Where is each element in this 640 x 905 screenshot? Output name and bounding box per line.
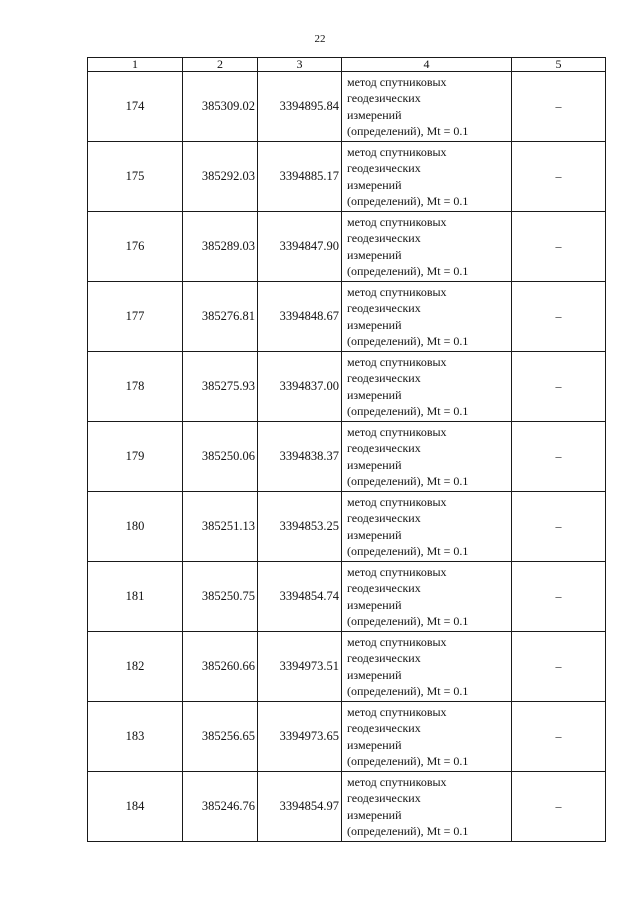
x-coordinate-cell: 385289.03 <box>183 212 258 282</box>
method-text-line: (определений), Mt = 0.1 <box>347 404 469 418</box>
method-text-line: метод спутниковых <box>347 704 447 719</box>
x-coordinate-cell: 385276.81 <box>183 282 258 352</box>
method-text-line: (определений), Mt = 0.1 <box>347 544 469 558</box>
x-coordinate-cell: 385251.13 <box>183 492 258 562</box>
x-coordinate-cell: 385309.02 <box>183 72 258 142</box>
note-cell: – <box>512 422 606 492</box>
point-number-cell: 181 <box>88 562 183 632</box>
method-text-line: (определений), Mt = 0.1 <box>347 334 469 348</box>
y-coordinate-cell: 3394854.97 <box>258 772 342 842</box>
y-coordinate-cell: 3394837.00 <box>258 352 342 422</box>
x-coordinate-cell: 385250.75 <box>183 562 258 632</box>
method-text-line: (определений), Mt = 0.1 <box>347 684 469 698</box>
method-cell <box>342 632 512 702</box>
table-row <box>88 352 606 422</box>
method-text-line: метод спутниковых <box>347 214 447 229</box>
note-cell: – <box>512 562 606 632</box>
point-number-cell: 182 <box>88 632 183 702</box>
table-row <box>88 212 606 282</box>
method-text-line: геодезических <box>347 441 421 455</box>
x-coordinate-cell: 385246.76 <box>183 772 258 842</box>
note-cell: – <box>512 72 606 142</box>
method-text-line: измерений <box>347 317 402 332</box>
point-number-cell: 177 <box>88 282 183 352</box>
note-cell: – <box>512 492 606 562</box>
method-text-line: метод спутниковых <box>347 564 447 579</box>
x-coordinate-cell: 385275.93 <box>183 352 258 422</box>
table-header-row <box>88 58 606 72</box>
method-text-line: геодезических <box>347 791 421 805</box>
note-cell: – <box>512 142 606 212</box>
method-text-line: (определений), Mt = 0.1 <box>347 264 469 278</box>
point-number-cell: 179 <box>88 422 183 492</box>
method-text-line: геодезических <box>347 161 421 175</box>
y-coordinate-cell: 3394973.51 <box>258 632 342 702</box>
method-cell <box>342 492 512 562</box>
point-number-cell: 175 <box>88 142 183 212</box>
table-row <box>88 562 606 632</box>
method-text-line: измерений <box>347 667 402 682</box>
method-cell <box>342 72 512 142</box>
point-number-cell: 180 <box>88 492 183 562</box>
y-coordinate-cell: 3394838.37 <box>258 422 342 492</box>
method-text-line: метод спутниковых <box>347 634 447 649</box>
column-header: 4 <box>342 58 512 72</box>
point-number-cell: 174 <box>88 72 183 142</box>
method-cell <box>342 562 512 632</box>
method-text-line: измерений <box>347 457 402 472</box>
page-number: 22 <box>314 33 326 45</box>
note-cell: – <box>512 352 606 422</box>
method-text-line: метод спутниковых <box>347 424 447 439</box>
method-text-line: геодезических <box>347 91 421 105</box>
method-text-line: измерений <box>347 597 402 612</box>
method-text-line: (определений), Mt = 0.1 <box>347 124 469 138</box>
method-cell <box>342 352 512 422</box>
method-text-line: геодезических <box>347 231 421 245</box>
note-cell: – <box>512 772 606 842</box>
note-cell: – <box>512 702 606 772</box>
x-coordinate-cell: 385292.03 <box>183 142 258 212</box>
method-cell <box>342 702 512 772</box>
table-body <box>88 72 606 842</box>
method-cell <box>342 212 512 282</box>
y-coordinate-cell: 3394847.90 <box>258 212 342 282</box>
method-text-line: (определений), Mt = 0.1 <box>347 614 469 628</box>
method-text-line: геодезических <box>347 511 421 525</box>
y-coordinate-cell: 3394853.25 <box>258 492 342 562</box>
note-cell: – <box>512 282 606 352</box>
method-text-line: метод спутниковых <box>347 144 447 159</box>
method-text-line: геодезических <box>347 301 421 315</box>
method-cell <box>342 422 512 492</box>
method-text-line: геодезических <box>347 581 421 595</box>
note-cell: – <box>512 632 606 702</box>
point-number-cell: 176 <box>88 212 183 282</box>
method-text-line: метод спутниковых <box>347 284 447 299</box>
method-text-line: метод спутниковых <box>347 494 447 509</box>
table-row <box>88 72 606 142</box>
method-text-line: измерений <box>347 387 402 402</box>
table-row <box>88 702 606 772</box>
point-number-cell: 178 <box>88 352 183 422</box>
table-row <box>88 492 606 562</box>
x-coordinate-cell: 385256.65 <box>183 702 258 772</box>
table-row <box>88 422 606 492</box>
point-number-cell: 184 <box>88 772 183 842</box>
method-text-line: измерений <box>347 737 402 752</box>
column-header: 5 <box>512 58 606 72</box>
x-coordinate-cell: 385250.06 <box>183 422 258 492</box>
y-coordinate-cell: 3394854.74 <box>258 562 342 632</box>
table-row <box>88 772 606 842</box>
point-number-cell: 183 <box>88 702 183 772</box>
method-text-line: измерений <box>347 107 402 122</box>
y-coordinate-cell: 3394973.65 <box>258 702 342 772</box>
table-row <box>88 142 606 212</box>
method-cell <box>342 772 512 842</box>
method-text-line: (определений), Mt = 0.1 <box>347 754 469 768</box>
method-cell <box>342 282 512 352</box>
method-text-line: геодезических <box>347 651 421 665</box>
y-coordinate-cell: 3394848.67 <box>258 282 342 352</box>
y-coordinate-cell: 3394895.84 <box>258 72 342 142</box>
method-text-line: (определений), Mt = 0.1 <box>347 824 469 838</box>
note-cell: – <box>512 212 606 282</box>
method-text-line: метод спутниковых <box>347 74 447 89</box>
method-text-line: метод спутниковых <box>347 774 447 789</box>
column-header: 1 <box>88 58 183 72</box>
x-coordinate-cell: 385260.66 <box>183 632 258 702</box>
table-row <box>88 632 606 702</box>
column-header: 2 <box>183 58 258 72</box>
coordinates-table <box>87 57 606 842</box>
method-text-line: измерений <box>347 807 402 822</box>
method-text-line: измерений <box>347 177 402 192</box>
method-text-line: (определений), Mt = 0.1 <box>347 474 469 488</box>
table-row <box>88 282 606 352</box>
y-coordinate-cell: 3394885.17 <box>258 142 342 212</box>
column-header: 3 <box>258 58 342 72</box>
method-text-line: геодезических <box>347 721 421 735</box>
method-text-line: метод спутниковых <box>347 354 447 369</box>
method-text-line: измерений <box>347 527 402 542</box>
method-text-line: (определений), Mt = 0.1 <box>347 194 469 208</box>
method-cell <box>342 142 512 212</box>
method-text-line: геодезических <box>347 371 421 385</box>
method-text-line: измерений <box>347 247 402 262</box>
